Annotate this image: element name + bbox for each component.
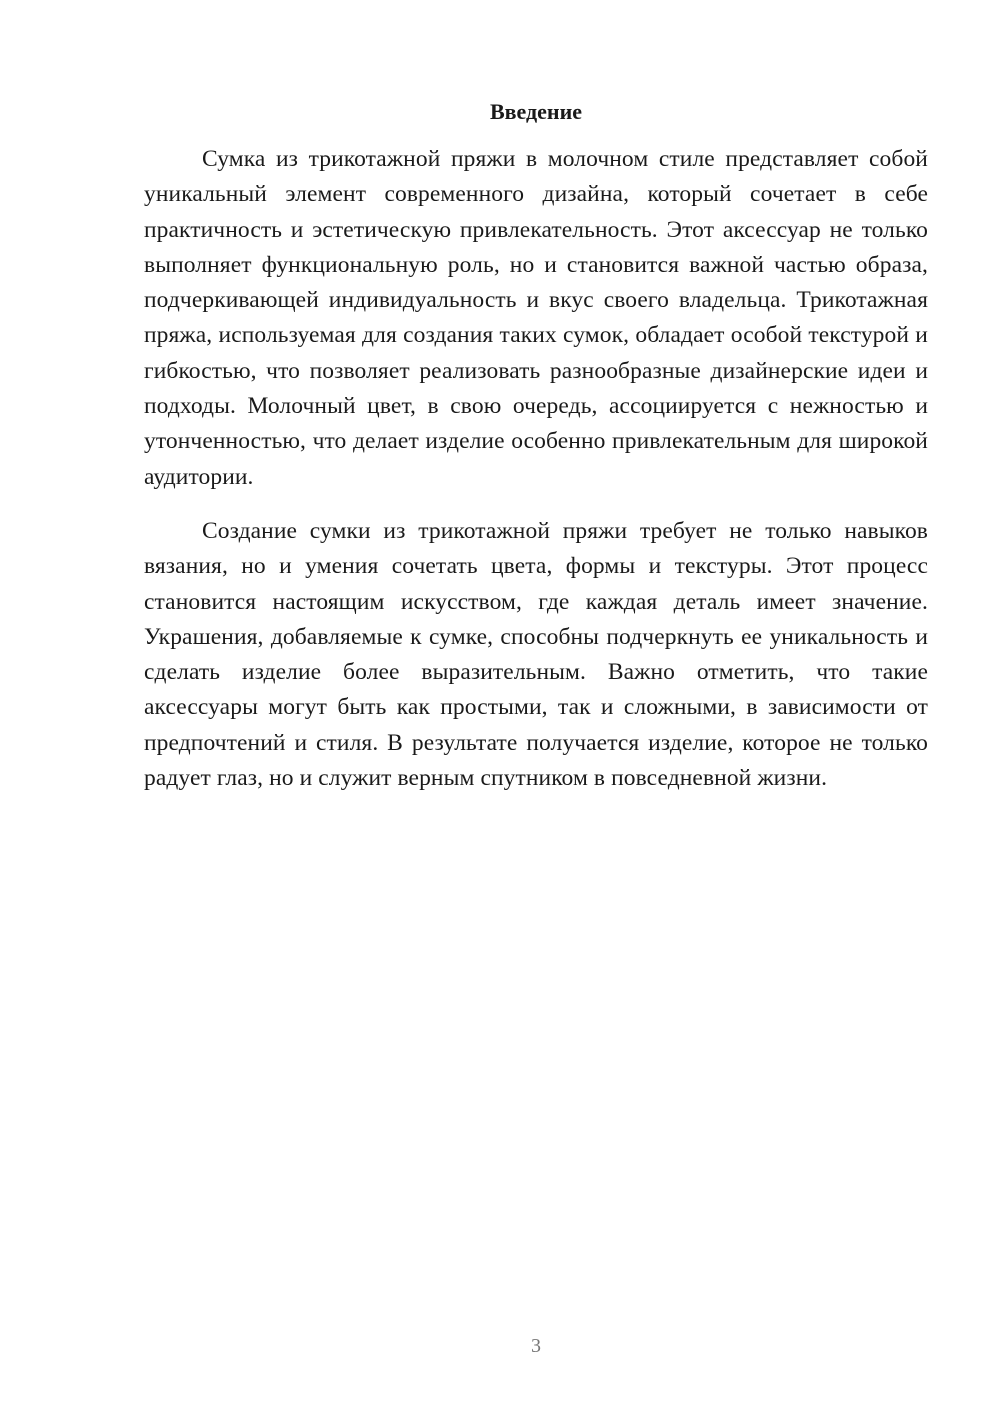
section-heading: Введение — [489, 99, 583, 124]
body-text — [144, 142, 928, 796]
paragraph-1: Сумка из трикотажной пряжи в молочном стиле представляет собой уникальный элемент современного дизайна, который сочетает в себе практичность и эстетическую привлекательность. Этот аксессуар не только выполняет функциональную роль, но и становится важной частью образа, подчеркивающей индивидуальность и вкус своего владельца. Трикотажная пряжа, используемая для создания таких сумок, обладает особой текстурой и гибкостью, что позволяет реализовать разнообразные дизайнерские идеи и подходы. Молочный цвет, в свою очередь, ассоциируется с нежностью и утонченностью, что делает изделие особенно привлекательным для широкой аудитории. — [144, 146, 928, 490]
paragraph-2: Создание сумки из трикотажной пряжи требует не только навыков вязания, но и умения сочетать цвета, формы и текстуры. Этот процесс становится настоящим искусством, где каждая деталь имеет значение. Украшения, добавляемые к сумке, способны подчеркнуть ее уникальность и сделать изделие более выразительным. Важно отметить, что такие аксессуары могут быть как простыми, так и сложными, в зависимости от предпочтений и стиля. В результате получается изделие, которое не только радует глаз, но и служит верным спутником в повседневной жизни. — [144, 517, 928, 792]
page-number: 3 — [531, 1335, 541, 1357]
